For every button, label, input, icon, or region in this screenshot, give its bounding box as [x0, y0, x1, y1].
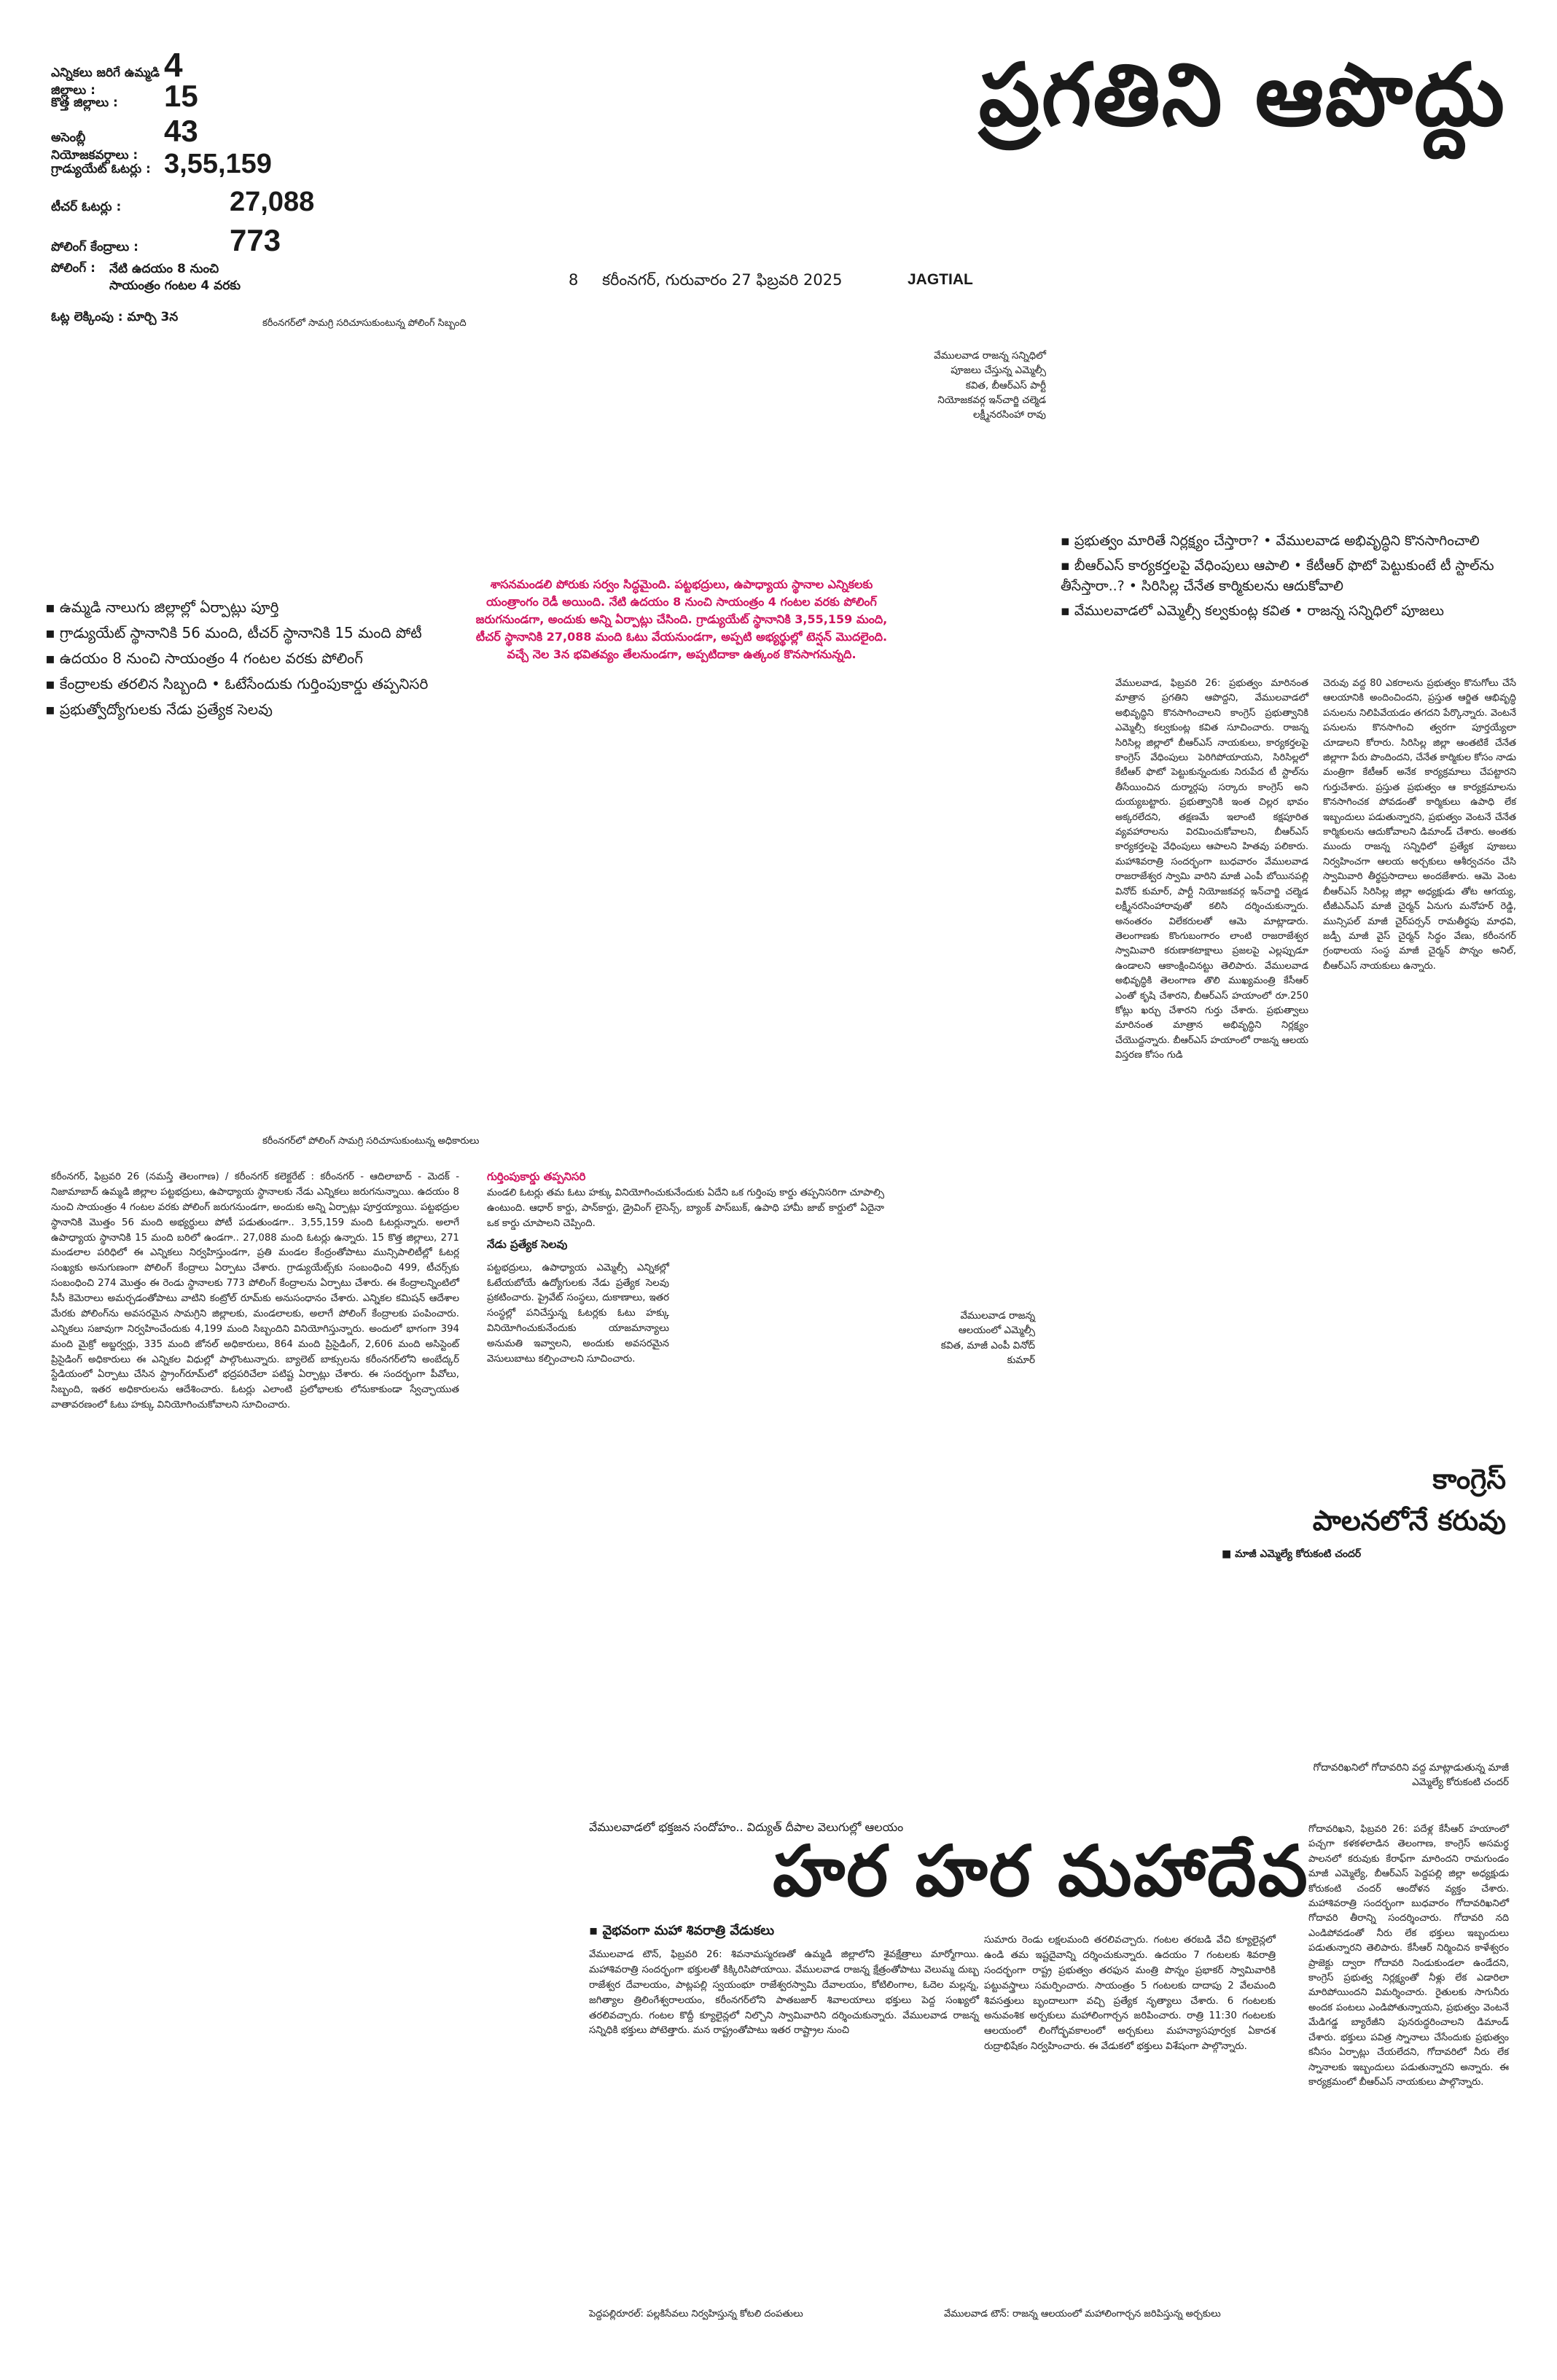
- counting-value: మార్చి 3న: [127, 310, 179, 324]
- counting-label: ఓట్ల లెక్కింపు :: [51, 310, 123, 324]
- stat-polling-stations: [51, 223, 281, 258]
- congress-headline-block: [1127, 1458, 1506, 1562]
- polling-label: పోలింగ్ :: [51, 261, 95, 276]
- id-card-heading: గుర్తింపుకార్డు తప్పనిసరి: [487, 1170, 586, 1183]
- congress-bullet: [1222, 1548, 1506, 1562]
- stat-teacher-voters: [51, 187, 314, 218]
- id-card-box: [487, 1170, 884, 1367]
- kavitha-story-col2: చెరువు వద్ద 80 ఎకరాలను ప్రభుత్వం కొనుగోలు చేసే ఆలయానికి అందించిందని, ప్రస్తుత ఆర్జిత ఆభివృద్ధి పనులను నిలిపివేయడం తగదని పేర్కొన్నారు. వెంటనే పనులను కొనసాగించి త్వరగా పూర్తయ్యేలా చూడాలని కోరారు. సిరిసిల్ల జిల్లా ఆంతటికే చేనేత జిల్లాగా పేరు పొందిందని, చేనేత కార్మికుల కోసం నాడు మంత్రిగా కేటీఆర్ అనేక కార్యక్రమాలు చేపట్టారని గుర్తుచేశారు. ప్రస్తుత ప్రభుత్వం ఆ కార్యక్రమాలను కొనసాగించక పోవడంతో కార్మికులు ఉపాధి లేక ఇబ్బందులు పడుతున్నారని, ప్రభుత్వం వెంటనే చేనేత కార్మికులను ఆదుకోవాలని డిమాండ్ చేశారు. అంతకు ముందు రాజన్న సన్నిధిలో ప్రత్యేక పూజలు నిర్వహించగా ఆలయ అర్చకులు ఆశీర్వచనం చేసి స్వామివారి తీర్థప్రసాదాలు అందజేశారు. ఆమె వెంట బీఆర్‌ఎస్ సిరిసిల్ల జిల్లా అధ్యక్షుడు తోట ఆగయ్య, టీజీఎన్‌ఎస్ మాజీ చైర్మన్ ఏనుగు మనోహర్ రెడ్డి, మున్సిపల్ మాజీ చైర్‌పర్సన్ రామతీర్థపు మాధవి, జడ్పీ మాజీ వైస్ చైర్మన్ సిద్ధం వేణు, కరీంనగర్ గ్రంథాలయ సంస్థ మాజీ చైర్మన్ పొన్నం అనిల్, బీఆర్‌ఎస్ నాయకులు ఉన్నారు.: [1323, 678, 1516, 972]
- list-item: ▪ ప్రభుత్వం మారితే నిర్లక్ష్యం చేస్తారా? • వేములవాడ అభివృద్ధిని కొనసాగించాలి: [1061, 531, 1527, 552]
- list-item: ▪ ప్రభుత్వోద్యోగులకు నేడు ప్రత్యేక సెలవు: [45, 698, 453, 720]
- stat-label: గ్రాడ్యుయేట్ ఓటర్లు :: [51, 162, 151, 176]
- congress-bullet-text: మాజీ ఎమ్మెల్యే కోరుకంటి చందర్: [1235, 1548, 1362, 1560]
- stat-new-districts: [51, 79, 198, 114]
- page-number: 8: [569, 271, 579, 289]
- photo-caption-kavitha2: వేములవాడ రాజన్న ఆలయంలో ఎమ్మెల్సీ కవిత, మాజీ ఎంపీ వినోద్ కుమార్: [940, 1310, 1035, 1366]
- shiva-headline: హర హర మహాదేవ: [773, 1830, 1309, 1912]
- photo-caption-abhishekam: వేములవాడ టౌన్: రాజన్న ఆలయంలో మహాలింగార్చన జరిపిస్తున్న అర్చకులు: [944, 2309, 1221, 2319]
- list-item: ▪ బీఆర్‌ఎస్ కార్యకర్తలపై వేధింపులు ఆపాలి • కేటీఆర్ ఫొటో పెట్టుకుంటే టీ స్టాల్‌ను తీసేస్తారా..? • సిరిసిల్ల చేనేత కార్మికులను ఆదుకోవాలి: [1061, 555, 1527, 597]
- stat-value: 4: [164, 46, 183, 84]
- dateline: [569, 271, 843, 293]
- stat-value: 3,55,159: [164, 149, 272, 179]
- congress-headline-line2: పాలనలోనే కరువు: [1312, 1504, 1506, 1537]
- list-item: ▪ గ్రాడ్యుయేట్ స్థానానికి 56 మంది, టీచర్ స్థానానికి 15 మంది పోటీ: [45, 622, 453, 644]
- shiva-kicker: వేములవాడలో భక్తజన సందోహం.. విద్యుత్ దీపాల వెలుగుల్లో ఆలయం: [589, 1820, 904, 1834]
- list-item: ▪ ఉమ్మడి నాలుగు జిల్లాల్లో ఏర్పాట్లు పూర్తి: [45, 596, 453, 618]
- highlights-right: [1061, 531, 1527, 625]
- photo-caption-pallakki: పెద్దపల్లిరూరల్: పల్లకిసేవలు నిర్వహిస్తున్న కోటలి దంపతులు: [589, 2309, 803, 2319]
- stat-label: ఎన్నికలు జరిగే ఉమ్మడి జిల్లాలు :: [51, 66, 160, 98]
- stat-graduate-voters: [51, 149, 272, 180]
- masthead-headline: ప్రగతిని ఆపొద్దు: [978, 44, 1506, 145]
- photo-caption-officers: కరీంనగర్‌లో పోలింగ్ సామగ్రి సరిచూసుకుంటున్న అధికారులు: [262, 1136, 480, 1147]
- shiva-bullet-text: వైభవంగా మహా శివరాత్రి వేడుకలు: [602, 1923, 775, 1938]
- photo-caption-vemulawada: వేములవాడ రాజన్న సన్నిధిలో పూజలు చేస్తున్న ఎమ్మెల్సీ కవిత, బీఆర్‌ఎస్ పార్టీ నియోజకవర్గ ఇన్‌చార్జి చల్మెడ లక్ష్మీనరసింహా రావు: [934, 350, 1046, 421]
- congress-headline-line1: కాంగ్రెస్: [1432, 1462, 1506, 1495]
- election-story-body: కరీంనగర్, ఫిబ్రవరి 26 (నమస్తే తెలంగాణ) / కరీంనగర్ కలెక్టరేట్ : కరీంనగర్ - ఆదిలాబాద్ - మెదక్ - నిజామాబాద్ ఉమ్మడి జిల్లాల పట్టభద్రులు, ఉపాధ్యాయ స్థానాలకు నేడు ఎన్నికలు జరుగనున్నాయి. ఉదయం 8 నుంచి సాయంత్రం 4 గంటల వరకు పోలింగ్ జరుగనుండగా, అందుకు అన్ని ఏర్పాట్లు పూర్తయ్యాయి. పట్టభద్రుల స్థానానికి మొత్తం 56 మంది అభ్యర్థులు పోటీ పడుతుండగా.. 3,55,159 మంది ఓటర్లున్నారు. అలాగే ఉపాధ్యాయ స్థానానికి 15 మంది బరిలో ఉండగా.. 27,088 మంది ఓటర్లు ఉన్నారు. 15 కొత్త జిల్లాలు, 271 మండలాల పరిధిలో ఈ ఎన్నికలు నిర్వహిస్తుండగా, ప్రతి మండల కేంద్రంతోపాటు మున్సిపాలిటీల్లో ఓటర్ల సంఖ్యకు అనుగుణంగా పోలింగ్ కేంద్రాలు ఏర్పాటు చేశారు. గ్రాడ్యుయేట్స్‌కు సంబంధించి 499, టీచర్స్‌కు సంబంధించి 274 మొత్తం ఈ రెండు స్థానాలకు 773 పోలింగ్ కేంద్రాలను ఏర్పాటు చేశారు. ఈ కేంద్రాలన్నింటిలో సీసీ కెమెరాలు అమర్చడంతోపాటు వాటిని కంట్రోల్ రూమ్‌కు అనుసంధానం చేశారు. ఎన్నికల కమిషన్ ఆదేశాల మేరకు పోలింగ్‌ను అవసరమైన సామగ్రిని జిల్లాలకు, మండలాలకు, అలాగే పోలింగ్ కేంద్రాలకు పంపించారు. ఎన్నికలు సజావుగా నిర్వహించేందుకు 4,199 మంది సిబ్బందిని వినియోగిస్తున్నారు. అందులో భాగంగా 394 మంది మైక్రో అబ్జర్వర్లు, 335 మంది జోనల్ అధికారులు, 864 మంది ప్రిసైడింగ్, 2,606 మంది అసిస్టెంట్ ప్రిసైడింగ్ అధికారులు ఈ ఎన్నికల విధుల్లో పాల్గొంటున్నారు. బ్యాలెట్ బాక్సులను కరీంనగర్‌లోని అంబేద్కర్ స్టేడియంలో ఏర్పాటు చేసిన స్ట్రాంగ్‌రూమ్‌లో భద్రపరిచేలా పటిష్ట ఏర్పాట్లు చేశారు. ఈ సందర్భంగా పీవోలు, సిబ్బంది, ఇతర అధికారులను ఆదేశించారు. ఓటర్లు ఎలాంటి ప్రలోభాలకు లోనుకాకుండా స్వేచ్ఛాయుత వాతావరణంలో ఓటు హక్కు వినియోగించుకోవాలని సూచించారు.: [51, 1171, 459, 1411]
- holiday-heading: నేడు ప్రత్యేక సెలవు: [487, 1237, 568, 1251]
- stat-label: అసెంబ్లీ నియోజకవర్గాలు :: [51, 130, 138, 163]
- id-card-body: మండలి ఓటర్లు తమ ఓటు హక్కు వినియోగించుకునేందుకు ఏదేని ఒక గుర్తింపు కార్డు తప్పనిసరిగా చూపాల్సి ఉంటుంది. ఆధార్ కార్డు, పాన్‌కార్డు, డ్రైవింగ్ లైసెన్స్, బ్యాంక్ పాస్‌బుక్, ఉపాధి హామీ జాబ్ కార్డులో ఏదైనా ఒక కార్డు చూపాలని చెప్పింది.: [487, 1187, 884, 1229]
- polling-line1: నేటి ఉదయం 8 నుంచి: [109, 262, 219, 276]
- kavitha-story-col1: వేములవాడ, ఫిబ్రవరి 26: ప్రభుత్వం మారినంత మాత్రాన ప్రగతిని ఆపొద్దని, వేములవాడలో అభివృద్ధిని కొనసాగించాలని కాంగ్రెస్ ప్రభుత్వానికి ఎమ్మెల్సీ కల్వకుంట్ల కవిత సూచించారు. రాజన్న సిరిసిల్ల జిల్లాలో బీఆర్‌ఎస్ నాయకులు, కార్యకర్తలపై కాంగ్రెస్ వేధింపులు పెరిగిపోయాయని, సిరిసిల్లలో కేటీఆర్ ఫొటో పెట్టుకున్నందుకు నిరుపేద టీ స్టాల్‌ను తీసేయించిన దుర్మార్గపు సర్కారు కాంగ్రెస్ అని దుయ్యబట్టారు. ప్రభుత్వానికి ఇంత చిల్లర భావం అక్కరలేదని, తక్షణమే ఇలాంటి కక్షపూరిత వ్యవహారాలను విరమించుకోవాలని, బీఆర్‌ఎస్ కార్యకర్తలపై వేధింపులు ఆపాలని హితవు పలికారు. మహాశివరాత్రి సందర్భంగా బుధవారం వేములవాడ రాజరాజేశ్వర స్వామి వారిని మాజీ ఎంపీ బోయినపల్లి వినోద్ కుమార్, పార్టీ నియోజకవర్గ ఇన్‌చార్జి చల్మెడ లక్ష్మీనరసింహారావుతో కలిసి దర్శించుకున్నారు. అనంతరం విలేకరులతో ఆమె మాట్లాడారు. తెలంగాణకు కొంగుబంగారం లాంటి రాజరాజేశ్వర స్వామివారి కరుణాకటాక్షాలు ప్రజలపై ఎల్లప్పుడూ ఉండాలని ఆకాంక్షించినట్టు తెలిపారు. వేములవాడ అభివృద్ధికి తెలంగాణ తొలి ముఖ్యమంత్రి కేసీఆర్ ఎంతో కృషి చేశారని, బీఆర్‌ఎస్ హయాంలో రూ.250 కోట్లు ఖర్చు చేశారని గుర్తు చేశారు. ప్రభుత్వాలు మారినంత మాత్రాన అభివృద్ధిని నిర్లక్ష్యం చేయొద్దన్నారు. బీఆర్‌ఎస్ హయాంలో రాజన్న ఆలయ విస్తరణ కోసం గుడి: [1115, 678, 1308, 1061]
- stat-label: పోలింగ్ కేంద్రాలు :: [51, 240, 138, 254]
- polling-time: [51, 261, 241, 294]
- polling-line2: సాయంత్రం గంటల 4 వరకు: [109, 278, 241, 293]
- godavari-story-body: గోదావరిఖని, ఫిబ్రవరి 26: పదేళ్ల కేసీఆర్ హయాంలో పచ్చగా కళకళలాడిన తెలంగాణ, కాంగ్రెస్ అసమర్థ పాలనలో కరువుకు కేరాఫ్‌గా మారిందని రామగుండం మాజీ ఎమ్మెల్యే, బీఆర్‌ఎస్ పెద్దపల్లి జిల్లా అధ్యక్షుడు కోరుకంటి చందర్ ఆందోళన వ్యక్తం చేశారు. మహాశివరాత్రి సందర్భంగా బుధవారం గోదావరిఖనిలో గోదావరి తీరాన్ని సందర్శించారు. గోదావరి నది ఎండిపోవడంతో నీరు లేక భక్తులు ఇబ్బందులు పడుతున్నారని తెలిపారు. కేసీఆర్ నిర్మించిన కాళేశ్వరం ప్రాజెక్టు ద్వారా గోదావరి నిండుకుండలా ఉండేదని, కాంగ్రెస్ ప్రభుత్వ నిర్లక్ష్యంతో నీళ్లు లేక ఎడారిలా మారిపోయిందని విమర్శించారు. రైతులకు సాగునీరు అందక పంటలు ఎండిపోతున్నాయని, ప్రభుత్వం వెంటనే మేడిగడ్డ బ్యారేజీని పునరుద్ధరించాలని డిమాండ్ చేశారు. భక్తులు పవిత్ర స్నానాలు చేసేందుకు ప్రభుత్వం కనీసం ఏర్పాట్లు చేయలేదని, గోదావరిలో నీరు లేక స్నానాలకు ఇబ్బందులు పడుతున్నారని అన్నారు. ఈ కార్యక్రమంలో బీఆర్‌ఎస్ నాయకులు పాల్గొన్నారు.: [1308, 1824, 1509, 2088]
- bullet-icon: ■: [1222, 1548, 1236, 1560]
- stat-label: టీచర్ ఓటర్లు :: [51, 200, 122, 214]
- stat-value: 27,088: [230, 187, 315, 217]
- shiva-story-col2: సుమారు రెండు లక్షలమంది తరలివచ్చారు. గంటల తరబడి వేచి క్యూలైన్లలో ఉండి తమ ఇష్టదైవాన్ని దర్శించుకున్నారు. ఉదయం 7 గంటలకు శివరాత్రి సందర్భంగా రాష్ట్ర ప్రభుత్వం తరఫున మంత్రి పొన్నం ప్రభాకర్ స్వామివారికి పట్టువస్త్రాలు సమర్పించారు. సాయంత్రం 5 గంటలకు దాదాపు 2 వేలమంది శివసత్తులు బృందాలుగా వచ్చి ప్రత్యేక నృత్యాలు చేశారు. 6 గంటలకు అనువంశిక అర్చకులు మహాలింగార్చన జరిపించారు. రాత్రి 11:30 గంటలకు ఆలయంలో లింగోద్భవకాలంలో అర్చకులు మహన్యాసపూర్వక ఏకాదశ రుద్రాభిషేకం నిర్వహించారు. ఈ వేడుకలో భక్తులు విశేషంగా పాల్గొన్నారు.: [984, 1935, 1276, 2053]
- counting-date: [51, 310, 178, 327]
- list-item: ▪ వేములవాడలో ఎమ్మెల్సీ కల్వకుంట్ల కవిత • రాజన్న సన్నిధిలో పూజలు: [1061, 601, 1527, 622]
- dateline-text: కరీంనగర్, గురువారం 27 ఫిబ్రవరి 2025: [602, 271, 843, 289]
- shiva-story-col1: వేములవాడ టౌన్, ఫిబ్రవరి 26: శివనామస్మరణతో ఉమ్మడి జిల్లాలోని శైవక్షేత్రాలు మార్మోగాయి. మహాశివరాత్రి సందర్భంగా భక్తులతో కిక్కిరిసిపోయాయి. వేములవాడ రాజన్న క్షేత్రంతోపాటు వెలుమ్మ దుబ్బ రాజేశ్వర దేవాలయం, పాట్లపల్లి స్వయంభూ రాజేశ్వరస్వామి దేవాలయం, కోటిలింగాల, ఓదెల మల్లన్న, జగిత్యాల త్రిలింగేశ్వరాలయం, కరీంనగర్‌లోని పాతబజార్ శివాలయాలు భక్తులు పెద్ద సంఖ్యలో తరలివచ్చారు. గంటల కొద్దీ క్యూలైన్లలో నిల్చొని స్వామివారిని దర్శించుకున్నారు. వేములవాడ రాజన్న సన్నిధికి భక్తులు పోటెత్తారు. మన రాష్ట్రంతోపాటు ఇతర రాష్ట్రాల నుంచి: [589, 1949, 979, 2037]
- stat-value: 773: [230, 223, 281, 257]
- stat-value: 43: [164, 114, 198, 148]
- holiday-body: పట్టభద్రులు, ఉపాధ్యాయ ఎమ్మెల్సీ ఎన్నికల్లో ఓటేయబోయే ఉద్యోగులకు నేడు ప్రత్యేక సెలవు ప్రకటించారు. ప్రైవేట్ సంస్థలు, దుకాణాలు, ఇతర సంస్థల్లో పనిచేస్తున్న ఓటర్లకు ఓటు హక్కు వినియోగించుకునేందుకు యాజమాన్యాలు అనుమతి ఇవ్వాలని, అందుకు అవసరమైన వెసులుబాటు కల్పించాలని సూచించారు.: [487, 1262, 669, 1365]
- list-item: ▪ ఉదయం 8 నుంచి సాయంత్రం 4 గంటల వరకు పోలింగ్: [45, 647, 453, 669]
- stat-label: కొత్త జిల్లాలు :: [51, 95, 118, 110]
- shiva-bullet: [589, 1923, 774, 1941]
- list-item: ▪ కేంద్రాలకు తరలిన సిబ్బంది • ఓటేసేందుకు గుర్తింపుకార్డు తప్పనిసరి: [45, 673, 453, 695]
- bullet-icon: ▪: [589, 1923, 603, 1938]
- edition-name: JAGTIAL: [908, 271, 973, 288]
- photo-caption-top: కరీంనగర్‌లో సామగ్రి సరిచూసుకుంటున్న పోలింగ్ సిబ్బంది: [262, 318, 467, 329]
- red-intro: శాసనమండలి పోరుకు సర్వం సిద్ధమైంది. పట్టభద్రులు, ఉపాధ్యాయ స్థానాల ఎన్నికలకు యంత్రాంగం రెడీ అయింది. నేటి ఉదయం 8 నుంచి సాయంత్రం 4 గంటల వరకు పోలింగ్ జరుగనుండగా, అందుకు అన్ని ఏర్పాట్లు చేసింది. గ్రాడ్యుయేట్ స్థానానికి 3,55,159 మంది, టీచర్ స్థానానికి 27,088 మంది ఓటు వేయనుండగా, అప్పటి అభ్యర్థుల్లో టెన్షన్ మొదలైంది. వచ్చే నెల 3న భవితవ్యం తేలనుండగా, అప్పటిదాకా ఉత్కంఠ కొనసాగనున్నది.: [475, 577, 888, 661]
- stat-value: 15: [164, 79, 198, 113]
- photo-caption-godavari: గోదావరిఖనిలో గోదావరిని వద్ద మాట్లాడుతున్న మాజీ ఎమ్మెల్యే కోరుకంటి చందర్: [1313, 1762, 1509, 1789]
- highlights-left: [45, 596, 453, 724]
